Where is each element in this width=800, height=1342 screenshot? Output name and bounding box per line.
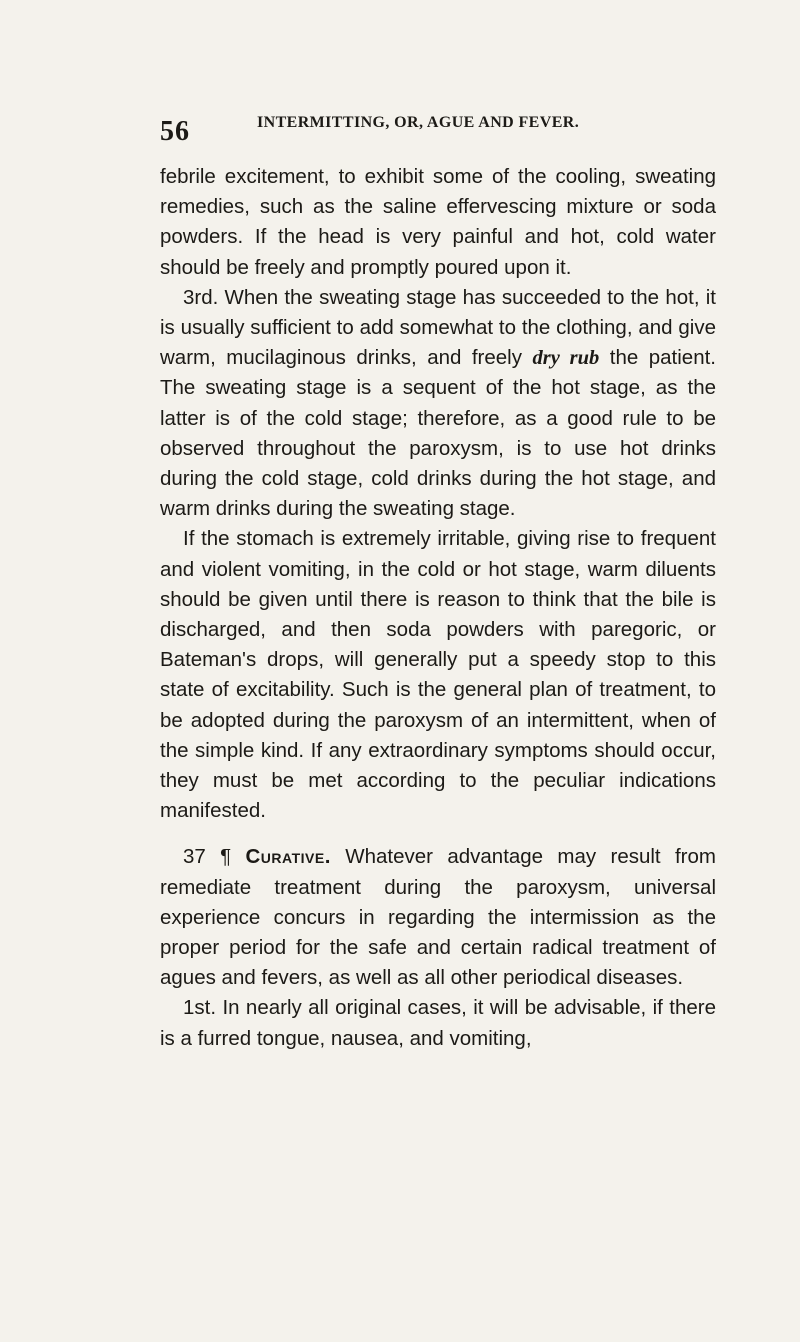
paragraph-5 [160,993,716,1053]
paragraph-4-text: Whatever advantage may result from remediate treatment during the paroxysm, universal experience concurs in regarding the intermission as the proper period for the safe and certain radical treatment of agues and fevers, as well as all other periodical diseases. [160,845,716,990]
paragraph-1-text: febrile excitement, to exhibit some of the cooling, sweating remedies, such as the saline effervescing mixture or soda powders. If the head is very painful and hot, cold water should be freely and promptly poured upon it. [160,165,716,279]
paragraph-4 [160,842,716,993]
paragraph-2-text-b: the patient. The sweating stage is a sequent of the hot stage, as the latter is of the cold stage; therefore, as a good rule to be observed throughout the paroxysm, is to use hot drinks during the cold stage, cold drinks during the hot stage, and warm drinks during the sweating stage. [160,346,716,521]
body-text [160,162,716,1054]
section-number: 37 ¶ [183,845,232,869]
paragraph-1 [160,162,716,283]
page-number: 56 [160,116,190,147]
paragraph-2-italic: dry rub [532,347,600,370]
page-header [0,106,800,146]
paragraph-2 [160,283,716,525]
paragraph-3 [160,524,716,826]
paragraph-2-text-a: 3rd. When the sweating stage has succeeded to the hot, it is usually sufficient to add somewhat to the clothing, and give warm, mucilaginous drinks, and freely [160,285,716,370]
paragraph-5-text: 1st. In nearly all original cases, it will be advisable, if there is a furred tongue, nausea, and vomiting, [160,996,716,1050]
section-heading: Curative. [245,845,331,869]
paragraph-3-text: If the stomach is extremely irritable, giving rise to frequent and violent vomiting, in the cold or hot stage, warm diluents should be given until there is reason to think that the bile is discharged, and then soda powders with paregoric, or Bateman's drops, will generally put a speedy stop to this state of excitability. Such is the general plan of treatment, to be adopted during the paroxysm of an intermittent, when of the simple kind. If any extraordinary symptoms should occur, they must be met according to the peculiar indications manifested. [160,527,716,823]
running-head: INTERMITTING, OR, AGUE AND FEVER. [257,114,580,131]
